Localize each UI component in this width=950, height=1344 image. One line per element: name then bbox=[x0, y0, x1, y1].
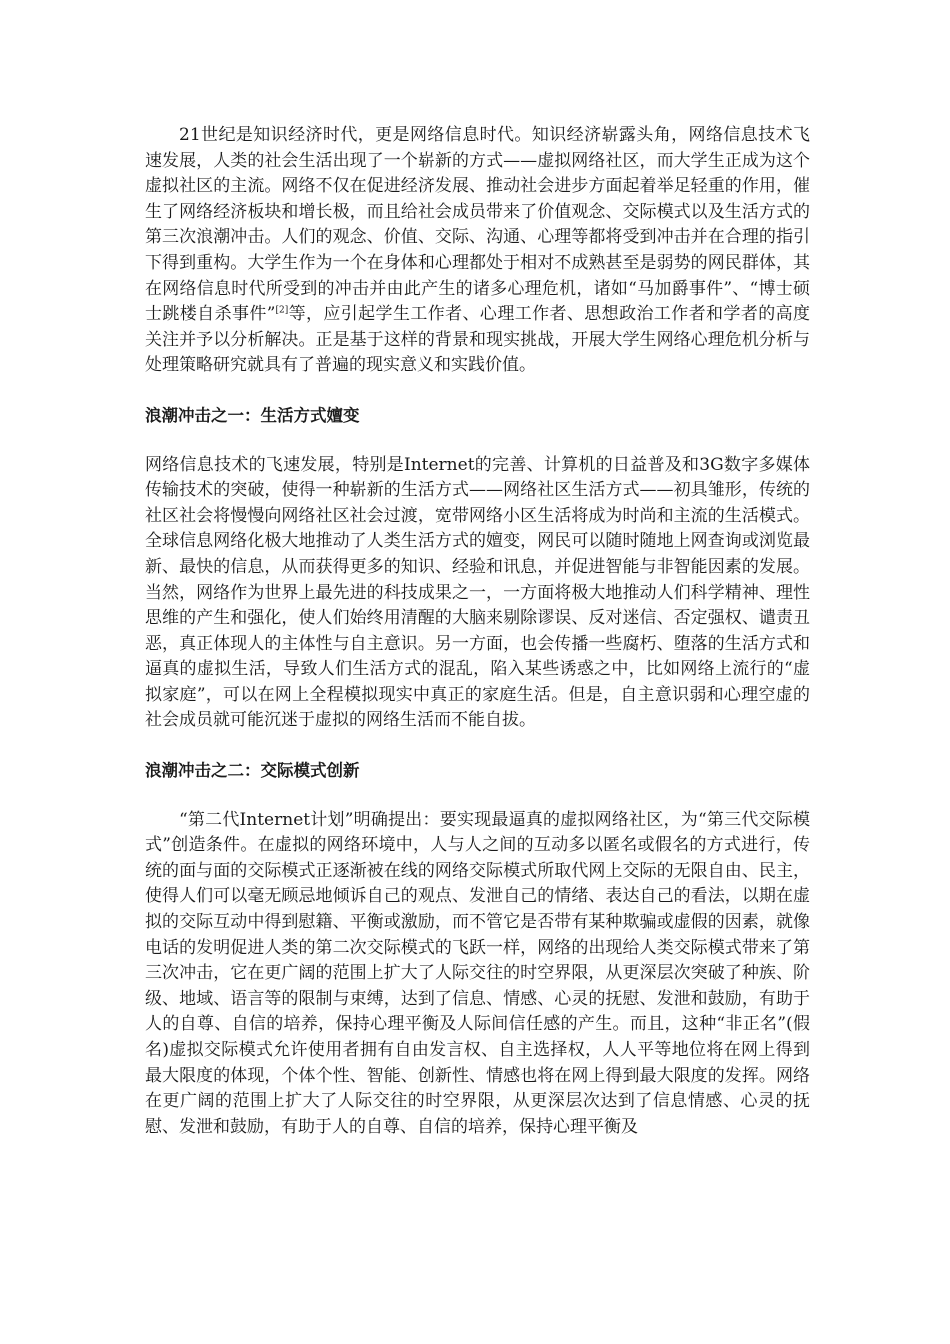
section2-heading: 浪潮冲击之二：交际模式创新 bbox=[145, 761, 360, 781]
section2-paragraph: “第二代Internet计划”明确提出：要实现最逼真的虚拟网络社区，为“第三代交际模式”创造条件。在虚拟的网络环境中，人与人之间的互动多以匿名或假名的方式进行，传统的面与面的交际模式正逐渐被在线的网络交际模式所取代网上交际的无限自由、民主，使得人们可以毫无顾忌地倾诉自己的观点、发泄自己的情绪、表达自己的看法，以期在虚拟的交际互动中得到慰籍、平衡或激励，而不管它是否带有某种欺骗或虚假的因素，就像电话的发明促进人类的第二次交际模式的飞跃一样，网络的出现给人类交际模式带来了第三次冲击，它在更广阔的范围上扩大了人际交往的时空界限，从更深层次突破了种族、阶级、地域、语言等的限制与束缚，达到了信息、情感、心灵的抚慰、发泄和鼓励，有助于人的自尊、自信的培养，保持心理平衡及人际间信任感的产生。而且，这种“非正名”(假名)虚拟交际模式允许使用者拥有自由发言权、自主选择权，人人平等地位将在网上得到最大限度的体现，个体个性、智能、创新性、情感也将在网上得到最大限度的发挥。网络在更广阔的范围上扩大了人际交往的时空界限，从更深层次达到了信息情感、心灵的抚慰、发泄和鼓励，有助于人的自尊、自信的培养，保持心理平衡及 bbox=[145, 809, 810, 1137]
citation-marker: [2] bbox=[275, 305, 289, 316]
document-page bbox=[145, 123, 810, 1140]
section1-heading: 浪潮冲击之一：生活方式嬗变 bbox=[145, 405, 360, 425]
intro-text-part1: 21世纪是知识经济时代，更是网络信息时代。知识经济崭露头角，网络信息技术飞速发展，人类的社会生活出现了一个崭新的方式——虚拟网络社区，而大学生正成为这个虚拟社区的主流。网络不仅在促进经济发展、推动社会进步方面起着举足轻重的作用，催生了网络经济板块和增长极，而且给社会成员带来了价值观念、交际模式以及生活方式的第三次浪潮冲击。人们的观念、价值、交际、沟通、心理等都将受到冲击并在合理的指引下得到重构。大学生作为一个在身体和心理都处于相对不成熟甚至是弱势的网民群体，其在网络信息时代所受到的冲击并由此产生的诸多心理危机，诸如“马加爵事件”、“博士硕士跳楼自杀事件” bbox=[145, 125, 810, 325]
intro-paragraph bbox=[145, 123, 810, 379]
intro-text-part2: 等，应引起学生工作者、心理工作者、思想政治工作者和学者的高度关注并予以分析解决。正是基于这样的背景和现实挑战，开展大学生网络心理危机分析与处理策略研究就具有了普遍的现实意义和实践价值。 bbox=[145, 304, 810, 376]
section1-paragraph: 网络信息技术的飞速发展，特别是Internet的完善、计算机的日益普及和3G数字多媒体传输技术的突破，使得一种崭新的生活方式——网络社区生活方式——初具雏形，传统的社区社会将慢慢向网络社区社会过渡，宽带网络小区生活将成为时尚和主流的生活模式。全球信息网络化极大地推动了人类生活方式的嬗变，网民可以随时随地上网查询或浏览最新、最快的信息，从而获得更多的知识、经验和讯息，并促进智能与非智能因素的发展。当然，网络作为世界上最先进的科技成果之一，一方面将极大地推动人们科学精神、理性思维的产生和强化，使人们始终用清醒的大脑来剔除谬误、反对迷信、否定强权、谴责丑恶，真正体现人的主体性与自主意识。另一方面，也会传播一些腐朽、堕落的生活方式和逼真的虚拟生活，导致人们生活方式的混乱，陷入某些诱惑之中，比如网络上流行的“虚拟家庭”，可以在网上全程模拟现实中真正的家庭生活。但是，自主意识弱和心理空虚的社会成员就可能沉迷于虚拟的网络生活而不能自拔。 bbox=[145, 454, 810, 731]
